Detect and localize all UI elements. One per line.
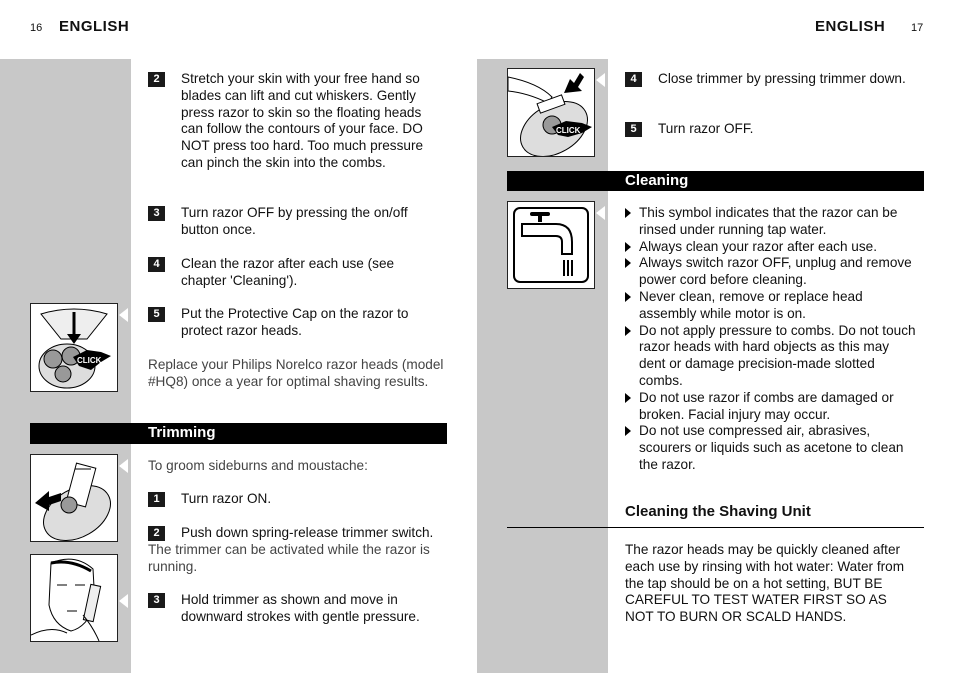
bullet-arrow-icon [625, 292, 631, 302]
section-bar-trimming [30, 423, 447, 444]
list-item: Do not use compressed air, abrasives, scourers or liquids such as acetone to clean the razor. [625, 423, 917, 473]
step-number: 5 [148, 307, 165, 322]
page-number-right: 17 [911, 22, 924, 34]
step-number: 1 [148, 492, 165, 507]
step-text: Turn razor OFF. [658, 121, 754, 136]
section-title-trimming: Trimming [148, 424, 216, 441]
step-number: 4 [625, 72, 642, 87]
trimming-intro: To groom sideburns and moustache: [148, 458, 368, 473]
bullet-arrow-icon [625, 326, 631, 336]
face-trimmer-icon [31, 555, 117, 641]
list-item: Do not use razor if combs are damaged or broken. Facial injury may occur. [625, 390, 917, 424]
section-bar-cleaning [507, 171, 924, 191]
list-item: Always clean your razor after each use. [625, 239, 917, 256]
bullet-arrow-icon [625, 208, 631, 218]
step-text: Stretch your skin with your free hand so blades can lift and cut whiskers. Gently press razor to skin so the floating heads can follow the contours of your face. DO NOT press too hard. Too much pressure can pinch the skin into the combs. [181, 71, 424, 170]
illustration-pointer [119, 459, 128, 473]
section-title-cleaning: Cleaning [625, 172, 689, 189]
list-item: Do not apply pressure to combs. Do not touch razor heads with hard objects as this may dent or damage precision-made slotted combs. [625, 323, 917, 390]
illustration-pointer [119, 308, 128, 322]
protective-cap-illustration [30, 303, 118, 392]
bullet-arrow-icon [625, 242, 631, 252]
list-item: Always switch razor OFF, unplug and remove power cord before cleaning. [625, 255, 917, 289]
page-header-right: ENGLISH [815, 18, 886, 35]
face-trimming-illustration [30, 554, 118, 642]
click-label: CLICK [77, 356, 102, 365]
step-number: 2 [148, 72, 165, 87]
step-number: 5 [625, 122, 642, 137]
illustration-pointer [596, 73, 605, 87]
step-text: Turn razor ON. [181, 491, 272, 506]
step-number: 3 [148, 593, 165, 608]
step-number: 3 [148, 206, 165, 221]
list-item: This symbol indicates that the razor can be rinsed under running tap water. [625, 205, 917, 239]
replace-heads-note: Replace your Philips Norelco razor heads (model #HQ8) once a year for optimal shaving results. [148, 357, 444, 389]
step-text: Turn razor OFF by pressing the on/off button once. [181, 205, 408, 237]
click-label: CLICK [556, 126, 581, 135]
rinse-symbol-illustration [507, 201, 595, 289]
trimmer-switch-illustration [30, 454, 118, 542]
illustration-pointer [119, 594, 128, 608]
subsection-title-shaving-unit: Cleaning the Shaving Unit [625, 503, 811, 520]
step-text: Push down spring-release trimmer switch. [181, 525, 434, 540]
bullet-arrow-icon [625, 393, 631, 403]
step-text: Put the Protective Cap on the razor to protect razor heads. [181, 306, 409, 338]
close-trimmer-illustration [507, 68, 595, 157]
step-text: Close trimmer by pressing trimmer down. [658, 71, 906, 86]
step-text: Clean the razor after each use (see chapter 'Cleaning'). [181, 256, 395, 288]
razor-trimmer-icon [31, 455, 117, 541]
illustration-pointer [596, 206, 605, 220]
shaving-unit-text: The razor heads may be quickly cleaned after each use by rinsing with hot water: Water from the tap should be on a hot setting, BUT BE CAREFUL TO TEST WATER FIRST SO AS NOT TO BURN OR SCALD HANDS. [625, 542, 905, 625]
step-number: 2 [148, 526, 165, 541]
list-item: Never clean, remove or replace head assembly while motor is on. [625, 289, 917, 323]
step-text: Hold trimmer as shown and move in downward strokes with gentle pressure. [181, 592, 420, 624]
subsection-rule [507, 527, 924, 528]
trimmer-note: The trimmer can be activated while the razor is running. [148, 542, 430, 574]
page-number-left: 16 [30, 22, 43, 34]
page-header-left: ENGLISH [59, 18, 130, 35]
bullet-arrow-icon [625, 426, 631, 436]
step-number: 4 [148, 257, 165, 272]
razor-cap-icon [31, 304, 117, 391]
tap-water-icon [508, 202, 594, 288]
bullet-arrow-icon [625, 258, 631, 268]
razor-close-trimmer-icon [508, 69, 594, 156]
cleaning-bullet-list [625, 205, 917, 474]
